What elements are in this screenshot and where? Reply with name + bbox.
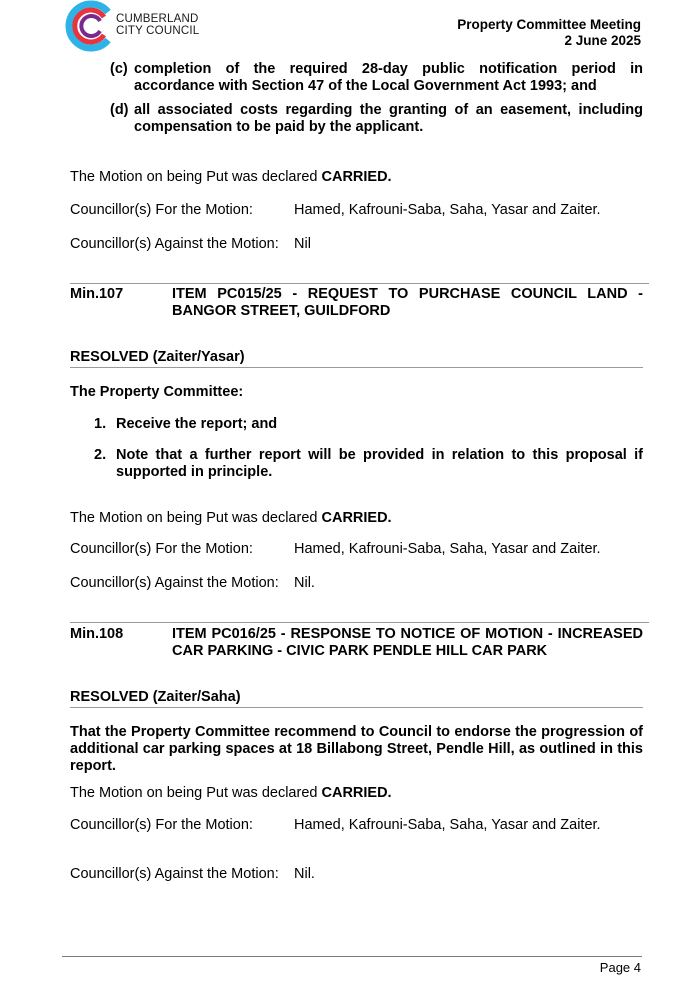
vote-against-label: Councillor(s) Against the Motion: <box>70 866 279 882</box>
vote-against <box>70 575 315 591</box>
motion-result <box>70 785 392 801</box>
item-text: all associated costs regarding the granting of an easement, including compensation to be paid by the applicant. <box>134 102 643 135</box>
minute-number: Min.108 <box>70 626 124 642</box>
meeting-date: 2 June 2025 <box>564 33 641 48</box>
vote-for-names: Hamed, Kafrouni-Saba, Saha, Yasar and Zaiter. <box>294 541 601 557</box>
item-text: Receive the report; and <box>116 416 278 432</box>
vote-for <box>70 817 601 833</box>
council-logo <box>64 0 116 52</box>
vote-against-label: Councillor(s) Against the Motion: <box>70 236 279 252</box>
vote-for <box>70 541 601 557</box>
resolved-line: RESOLVED (Zaiter/Yasar) <box>70 349 245 365</box>
motion-carried: CARRIED. <box>321 510 392 526</box>
minute-heading <box>70 286 643 320</box>
resolution-text: That the Property Committee recommend to Council to endorse the progression of additional car parking spaces at 18 Billabong Street, Pendle Hill, as outlined in this report. <box>70 724 643 774</box>
minute-number: Min.107 <box>70 286 124 302</box>
vote-against <box>70 866 315 882</box>
vote-against <box>70 236 311 252</box>
vote-for-label: Councillor(s) For the Motion: <box>70 541 253 557</box>
minute-heading <box>70 626 643 660</box>
prev-subitems <box>110 61 643 136</box>
vote-for <box>70 202 601 218</box>
list-item <box>94 447 643 481</box>
vote-against-names: Nil. <box>294 575 315 591</box>
item-text: completion of the required 28-day public notification period in accordance with Section 47 of the Local Government Act 1993; and <box>134 61 643 94</box>
motion-result <box>70 510 392 526</box>
list-item <box>110 61 643 95</box>
resolved-underline <box>70 707 643 708</box>
logo-wordmark <box>116 13 199 37</box>
page-header <box>457 17 641 49</box>
motion-result <box>70 169 392 185</box>
org-line1: CUMBERLAND <box>116 13 199 25</box>
vote-against-names: Nil <box>294 236 311 252</box>
list-item <box>110 102 643 136</box>
vote-for-names: Hamed, Kafrouni-Saba, Saha, Yasar and Zaiter. <box>294 817 601 833</box>
meeting-title: Property Committee Meeting <box>457 17 641 32</box>
motion-carried: CARRIED. <box>321 785 392 801</box>
resolution-intro: The Property Committee: <box>70 384 244 400</box>
page-number: Page 4 <box>599 960 641 975</box>
vote-against-names: Nil. <box>294 866 315 882</box>
motion-carried: CARRIED. <box>321 169 392 185</box>
vote-against-label: Councillor(s) Against the Motion: <box>70 575 279 591</box>
list-item <box>94 416 643 433</box>
item-title: ITEM PC016/25 - RESPONSE TO NOTICE OF MOTION - INCREASED CAR PARKING - CIVIC PARK PENDLE HILL CAR PARK <box>172 626 643 659</box>
resolution-list <box>94 416 643 481</box>
resolved-line: RESOLVED (Zaiter/Saha) <box>70 689 241 705</box>
item-text: Note that a further report will be provided in relation to this proposal if supported in principle. <box>116 447 643 480</box>
item-label: (d) <box>110 102 129 118</box>
resolved-underline <box>70 367 643 368</box>
vote-for-label: Councillor(s) For the Motion: <box>70 202 253 218</box>
section-divider <box>70 283 649 284</box>
motion-prefix: The Motion on being Put was declared <box>70 510 318 526</box>
item-label: 2. <box>94 447 107 463</box>
motion-prefix: The Motion on being Put was declared <box>70 785 318 801</box>
council-logo-icon <box>64 0 116 52</box>
section-divider <box>70 622 649 623</box>
org-line2: CITY COUNCIL <box>116 25 200 37</box>
footer-divider <box>62 956 642 957</box>
item-label: (c) <box>110 61 128 77</box>
vote-for-names: Hamed, Kafrouni-Saba, Saha, Yasar and Zaiter. <box>294 202 601 218</box>
vote-for-label: Councillor(s) For the Motion: <box>70 817 253 833</box>
item-title: ITEM PC015/25 - REQUEST TO PURCHASE COUNCIL LAND - BANGOR STREET, GUILDFORD <box>172 286 643 319</box>
item-label: 1. <box>94 416 107 432</box>
motion-prefix: The Motion on being Put was declared <box>70 169 318 185</box>
